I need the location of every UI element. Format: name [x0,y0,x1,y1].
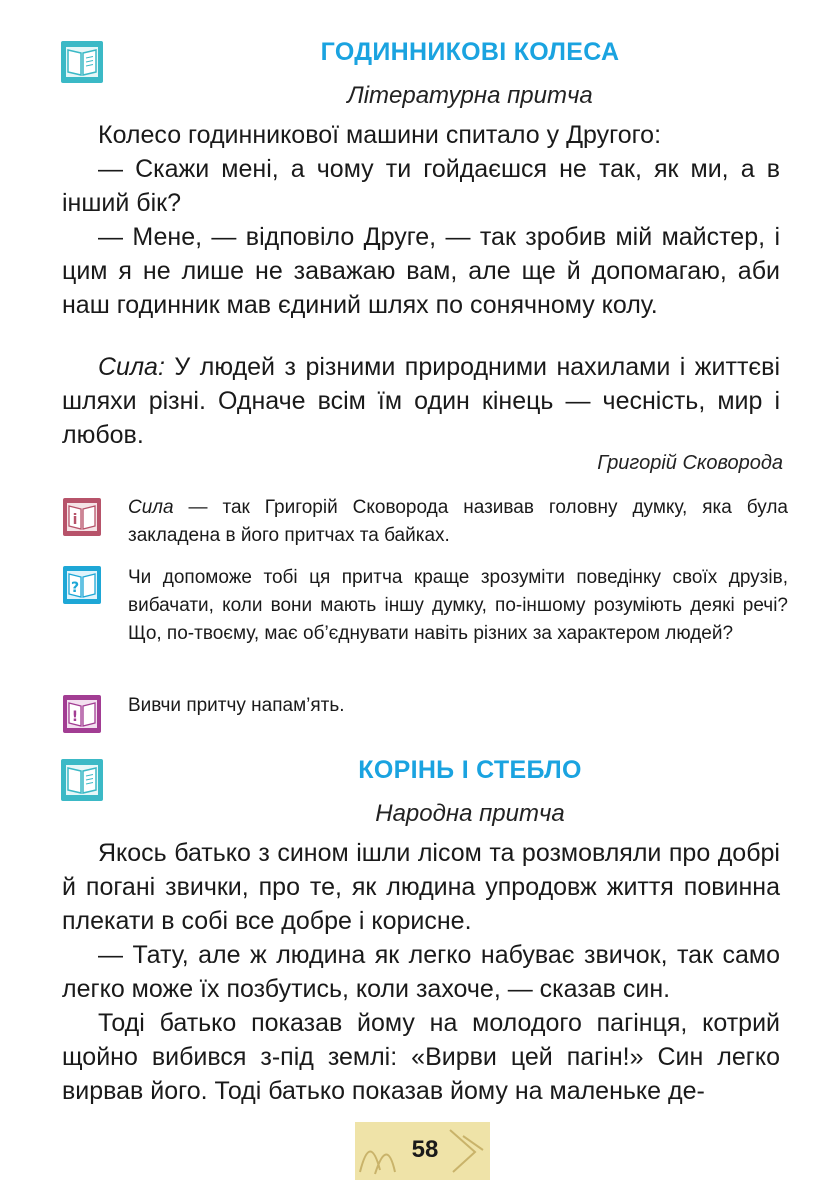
story-paragraph: — Мене, — відповіло Друге, — так зробив мій майстер, і цим я не лише не заважаю вам, але ще й допомагаю, аби наш годинник мав єдиний шлях по сонячному колу. [62,223,780,319]
story-paragraph: Якось батько з сином ішли лісом та розмовляли про добрі й погані звички, про те, як людина упродовж життя повинна плекати в собі все добре і корисне. [62,839,780,935]
svg-text:i: i [72,512,78,528]
moral-label: Сила: [98,353,165,381]
story-paragraph: — Скажи мені, а чому ти гойдаєшся не так, як ми, а в інший бік? [62,155,780,217]
open-book-icon [60,758,104,802]
story-paragraph: Тоді батько показав йому на молодого пагінця, котрий щойно вибився з-під землі: «Вирви цей пагін!» Син легко вирвав його. Тоді батько показав йому на маленьке де- [62,1009,780,1105]
question-note: Чи допоможе тобі ця притча краще зрозуміти поведінку своїх друзів, вибачати, коли вони мають іншу думку, по-іншому розуміють деякі речі? Що, по-твоєму, має об’єднувати навіть різних за характером людей? [128,567,788,644]
exclamation-book-icon [62,694,102,734]
page-number: 58 [411,1136,439,1163]
question-book-icon [62,565,102,605]
info-note: Сила — так Григорій Сковорода називав головну думку, яка була закладена в його притчах та байках. [128,497,788,546]
story-subtitle: Народна притча [375,800,565,827]
author-name: Григорій Сковорода [597,452,783,474]
story-paragraph: Колесо годинникової машини спитало у Другого: [98,121,662,149]
moral-paragraph: Сила: У людей з різними природними нахилами і життєві шляхи різні. Одначе всім їм один кінець — чесність, мир і любов. [62,353,780,449]
info-term: Сила [128,497,174,518]
svg-text:!: ! [71,709,79,725]
open-book-icon [60,40,104,84]
story-subtitle: Літературна притча [347,82,593,109]
info-book-icon [62,497,102,537]
story-title: ГОДИННИКОВІ КОЛЕСА [320,38,620,66]
story-paragraph: — Тату, але ж людина як легко набуває звичок, так само легко може їх позбутись, коли захоче, — сказав син. [62,941,780,1003]
svg-text:?: ? [70,580,80,596]
story-title: КОРІНЬ І СТЕБЛО [358,756,582,784]
task-note: Вивчи притчу напам’ять. [128,695,345,716]
